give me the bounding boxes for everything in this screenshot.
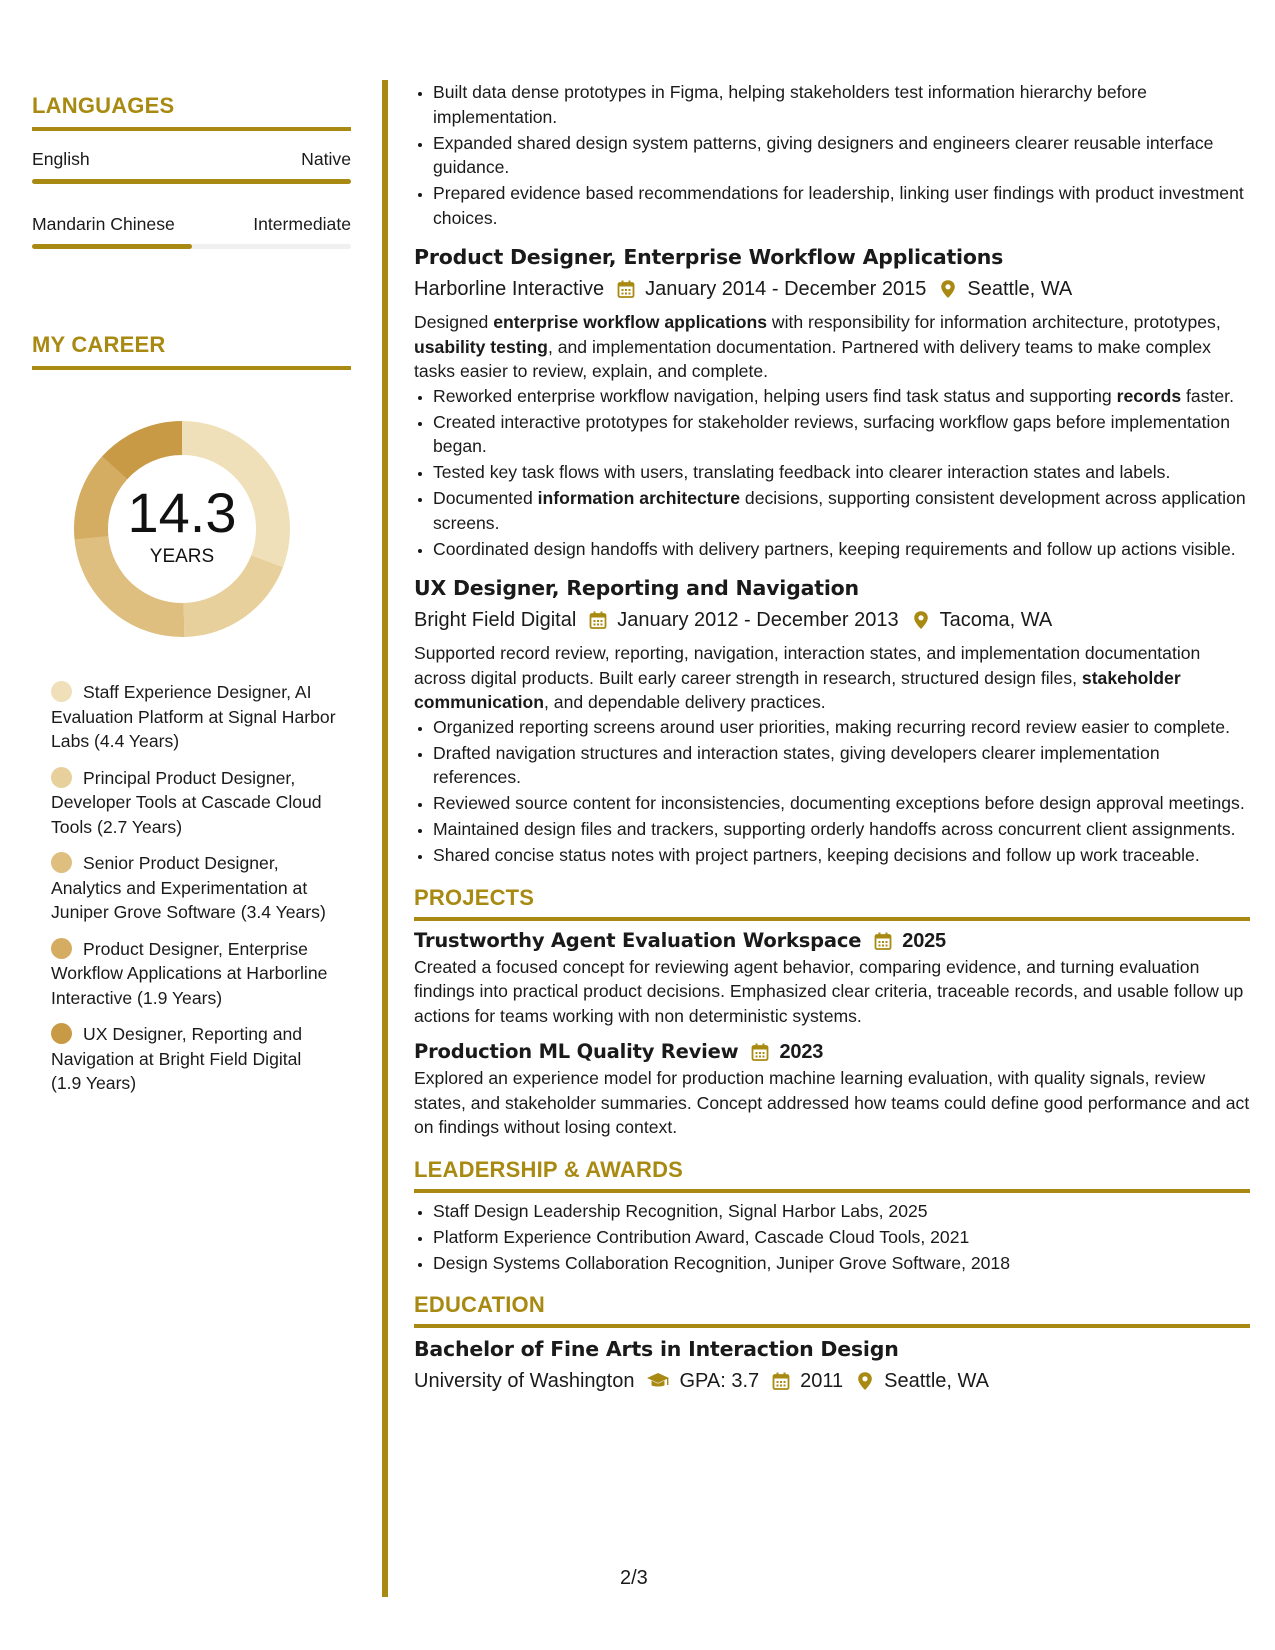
bold-text: records: [1116, 385, 1182, 406]
text-run: Designed: [414, 312, 494, 332]
text-run: Drafted navigation structures and interaction states, giving developers clearer implementation references.: [433, 742, 1160, 787]
job-location: Seattle, WA: [967, 278, 1073, 300]
text-run: , and dependable delivery practices.: [544, 692, 826, 712]
language-name: English: [32, 149, 90, 169]
leadership-title: LEADERSHIP & AWARDS: [414, 1156, 684, 1182]
bullet-item: [433, 715, 1250, 740]
section-rule: [414, 917, 1250, 921]
degree-title: Bachelor of Fine Arts in Interaction Design: [414, 1337, 899, 1361]
location-pin-icon: [911, 610, 931, 630]
project-year: 2023: [779, 1041, 824, 1063]
legend-dot: [51, 852, 72, 873]
text-run: Tested key task flows with users, translating feedback into clearer interaction states and labels.: [433, 462, 1171, 482]
text-run: Created interactive prototypes for stakeholder reviews, surfacing workflow gaps before implementation began.: [433, 411, 1230, 456]
donut-center: [67, 414, 297, 644]
job-title: UX Designer, Reporting and Navigation: [414, 576, 859, 600]
project-title: [414, 927, 1250, 955]
legend-label: UX Designer, Reporting and Navigation at Bright Field Digital (1.9 Years): [51, 1024, 303, 1093]
bullet-item: [433, 486, 1250, 535]
career-legend-item: [51, 680, 336, 754]
career-legend-item: [51, 851, 336, 925]
project-entry: [414, 1038, 1250, 1140]
bold-text: usability testing: [414, 336, 548, 357]
bullet-item: [433, 817, 1250, 842]
job-meta: [414, 274, 1250, 304]
legend-dot: [51, 767, 72, 788]
section-rule: [414, 1324, 1250, 1328]
award-item: • Design Systems Collaboration Recognition, Juniper Grove Software, 2018: [433, 1251, 1250, 1276]
project-name: Trustworthy Agent Evaluation Workspace: [414, 928, 862, 952]
text-run: Shared concise status notes with project partners, keeping decisions and follow up work traceable.: [433, 845, 1200, 865]
column-divider: [382, 80, 388, 1597]
language-proficiency-fill: [32, 244, 192, 249]
text-run: with responsibility for information architecture, prototypes,: [766, 312, 1221, 332]
legend-dot: [51, 681, 72, 702]
job-entry: [414, 242, 1250, 561]
page-number: 2/3: [620, 1567, 648, 1589]
leadership-section: [414, 1156, 1250, 1276]
awards-list: [414, 1199, 1250, 1276]
projects-section: [414, 884, 1250, 1140]
language-level: Intermediate: [253, 214, 351, 234]
calendar-icon: [616, 279, 636, 299]
language-proficiency-fill: [32, 179, 351, 184]
education-title: EDUCATION: [414, 1292, 545, 1317]
language-level: Native: [301, 149, 351, 169]
main-column: [414, 80, 1250, 1396]
section-rule: [414, 1189, 1250, 1193]
job-dates: January 2012 - December 2013: [617, 609, 899, 631]
language-proficiency-bar: [32, 179, 351, 184]
project-entry: [414, 927, 1250, 1029]
legend-label: Product Designer, Enterprise Workflow Applications at Harborline Interactive (1.9 Years): [51, 938, 328, 1008]
calendar-icon: [750, 1042, 770, 1062]
calendar-icon: [873, 931, 893, 951]
career-legend-item: [51, 1022, 336, 1096]
job-description: [414, 310, 1250, 384]
school-name: University of Washington: [414, 1370, 635, 1392]
bullet-item: • Prepared evidence based recommendations for leadership, linking user findings with product investment choices.: [433, 181, 1250, 230]
job-bullet-list: [414, 715, 1250, 868]
text-run: Reviewed source content for inconsistencies, documenting exceptions before design approval meetings.: [433, 793, 1245, 813]
text-run: , and implementation documentation. Partnered with delivery teams to make complex tasks easier to review, explain, and complete.: [414, 336, 1211, 381]
graduation-year: 2011: [800, 1370, 844, 1392]
text-run: Supported record review, reporting, navigation, interaction states, and implementation documentation across digital products. Built early career strength in research, structured design files,: [414, 643, 1201, 688]
bullet-item: [433, 384, 1250, 409]
career-legend: [51, 680, 336, 1096]
location-pin-icon: [938, 279, 958, 299]
job-entry: [414, 573, 1250, 868]
project-description: Created a focused concept for reviewing agent behavior, comparing evidence, and turning evaluation findings into practical product decisions. Emphasized clear criteria, traceable records, and usable follow up actions for teams working with non deterministic systems.: [414, 956, 1244, 1026]
text-run: Coordinated design handoffs with delivery partners, keeping requirements and follow up actions visible.: [433, 538, 1236, 559]
education-location: Seattle, WA: [884, 1370, 990, 1392]
text-run: decisions, supporting consistent development across application screens.: [433, 488, 1246, 533]
career-legend-item: [51, 766, 336, 840]
project-year: 2025: [902, 929, 946, 952]
bullet-item: [433, 410, 1250, 459]
carryover-bullet-list: [414, 80, 1250, 230]
language-proficiency-bar: [32, 244, 351, 249]
job-title: Product Designer, Enterprise Workflow Applications: [414, 245, 1004, 269]
legend-label: Principal Product Designer, Developer Tools at Cascade Cloud Tools (2.7 Years): [51, 767, 322, 837]
calendar-icon: [588, 610, 608, 630]
projects-title: PROJECTS: [414, 884, 535, 910]
bullet-item: [433, 741, 1250, 790]
languages-section: [32, 92, 351, 249]
languages-title: LANGUAGES: [32, 93, 175, 118]
project-name: Production ML Quality Review: [414, 1040, 739, 1063]
location-pin-icon: [855, 1371, 875, 1391]
award-item: • Staff Design Leadership Recognition, Signal Harbor Labs, 2025: [433, 1199, 1250, 1224]
bold-text: stakeholder communication: [414, 667, 1181, 712]
career-legend-item: [51, 937, 336, 1011]
career-title: MY CAREER: [32, 332, 166, 357]
bullet-item: • Built data dense prototypes in Figma, helping stakeholders test information hierarchy before implementation.: [433, 80, 1250, 129]
career-section: [32, 331, 351, 1096]
bold-text: information architecture: [537, 488, 741, 508]
education-section: [414, 1291, 1250, 1396]
project-list: [414, 927, 1250, 1140]
experience-jobs: [414, 242, 1250, 868]
bullet-item: [433, 791, 1250, 816]
career-total-years: 14.3: [127, 481, 237, 544]
section-rule: [32, 366, 351, 370]
job-dates: January 2014 - December 2015: [645, 278, 927, 300]
career-donut-chart: [67, 414, 297, 644]
language-row: [32, 147, 351, 171]
graduation-cap-icon: [646, 1371, 670, 1391]
job-location: Tacoma, WA: [939, 609, 1053, 631]
text-run: Reworked enterprise workflow navigation, helping users find task status and supporting: [433, 385, 1117, 406]
legend-dot: [51, 938, 72, 959]
job-bullet-list: [414, 384, 1250, 562]
company-name: Bright Field Digital: [414, 609, 577, 631]
company-name: Harborline Interactive: [414, 278, 605, 300]
language-row: [32, 212, 351, 236]
calendar-icon: [771, 1371, 791, 1391]
gpa: GPA: 3.7: [679, 1370, 760, 1392]
career-total-unit: YEARS: [149, 546, 215, 567]
language-name: Mandarin Chinese: [32, 214, 175, 234]
award-item: • Platform Experience Contribution Award, Cascade Cloud Tools, 2021: [433, 1225, 1250, 1250]
sidebar: [32, 92, 351, 1108]
bold-text: enterprise workflow applications: [493, 312, 767, 332]
text-run: Maintained design files and trackers, supporting orderly handoffs across concurrent client assignments.: [433, 819, 1236, 839]
text-run: Organized reporting screens around user priorities, making recurring record review easier to complete.: [433, 716, 1230, 737]
bullet-item: [433, 537, 1250, 562]
job-description: [414, 641, 1250, 715]
project-title: [414, 1038, 1250, 1066]
section-rule: [32, 127, 351, 131]
project-description: Explored an experience model for production machine learning evaluation, with quality signals, review states, and stakeholder summaries. Concept addressed how teams could define good performance and act on findings without losing context.: [414, 1068, 1250, 1137]
legend-dot: [51, 1023, 72, 1044]
text-run: faster.: [1181, 385, 1234, 406]
legend-label: Senior Product Designer, Analytics and Experimentation at Juniper Grove Software (3.4 Years): [51, 853, 326, 922]
bullet-item: [433, 460, 1250, 485]
job-meta: [414, 605, 1250, 635]
text-run: Documented: [433, 488, 538, 508]
education-meta: [414, 1366, 1250, 1396]
bullet-item: • Expanded shared design system patterns, giving designers and engineers clearer reusable interface guidance.: [433, 131, 1250, 180]
legend-label: Staff Experience Designer, AI Evaluation Platform at Signal Harbor Labs (4.4 Years): [51, 682, 336, 751]
bullet-item: [433, 843, 1250, 868]
